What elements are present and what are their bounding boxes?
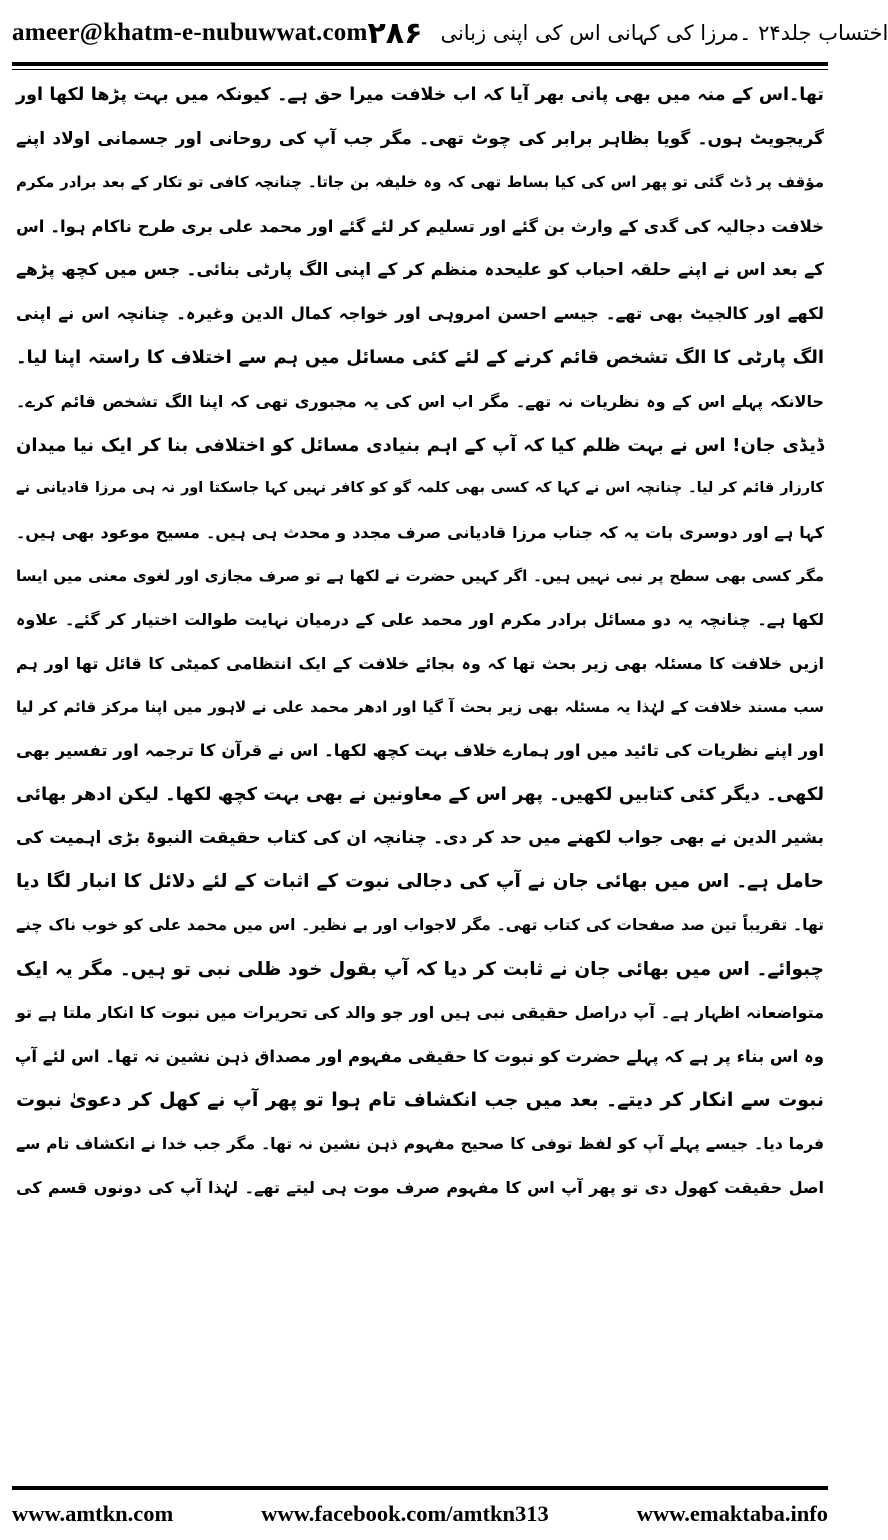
text-line: اصل حقیقت کھول دی تو پھر آپ اس کا مفہوم صرف موت ہی لیتے تھے۔ لہٰذا آپ کی دونوں قسم کی <box>16 1178 824 1198</box>
text-line: کارزار قائم کر لیا۔ چنانچہ اس نے کہا کہ کسی بھی کلمہ گو کو کافر نہیں کہا جاسکتا اور نہ ہی مرزا قادیانی نے <box>16 480 824 497</box>
text-line: کے بعد اس نے اپنے حلقہ احباب کو علیحدہ منظم کر کے اپنی الگ پارٹی بنائی۔ جس میں کچھ پڑھے <box>16 259 824 280</box>
text-line: چبوائے۔ اس میں بھائی جان نے ثابت کر دیا کہ آپ بقول خود ظلی نبی تو ہیں۔ مگر یہ ایک <box>16 958 824 980</box>
text-line: لکھے اور کالجیٹ بھی تھے۔ جیسے احسن امروہی اور خواجہ کمال الدین وغیرہ۔ چنانچہ اس نے اپنی <box>16 304 824 324</box>
text-line: مگر کسی بھی سطح پر نبی نہیں ہیں۔ اگر کہیں حضرت نے لکھا ہے تو صرف مجازی اور لغوی معنی میں ایسا <box>16 566 824 585</box>
footer-link-emaktaba[interactable]: www.emaktaba.info <box>636 1501 828 1526</box>
header-divider <box>12 62 828 66</box>
text-line: حالانکہ پہلے اس کے وہ نظریات نہ تھے۔ مگر اب اس کی یہ مجبوری تھی کہ اپنا الگ تشخص قائم کرے۔ <box>16 391 824 411</box>
text-line: تھا۔ تقریباً تین صد صفحات کی کتاب تھی۔ مگر لاجواب اور بے نظیر۔ اس میں محمد علی کو خوب ناک چنے <box>16 916 824 935</box>
text-line: اور اپنے نظریات کی تائید میں اور ہمارے خلاف بہت کچھ لکھا۔ اس نے قرآن کا ترجمہ اور تفسیر بھی <box>16 741 824 761</box>
text-line: خلافت دجالیہ کی گدی کے وارث بن گئے اور تسلیم کر لئے گئے اور محمد علی بری طرح ناکام ہوا۔ اس <box>16 217 824 237</box>
text-line: لکھی۔ دیگر کئی کتابیں لکھیں۔ پھر اس کے معاونین نے بھی بہت کچھ لکھا۔ لیکن ادھر بھائی <box>16 784 824 805</box>
text-line: ڈیڈی جان! اس نے بہت ظلم کیا کہ آپ کے اہم بنیادی مسائل کو اختلافی بنا کر ایک نیا میدان <box>16 434 824 456</box>
text-line: بشیر الدین نے بھی جواب لکھنے میں حد کر دی۔ چنانچہ ان کی کتاب حقیقت النبوۃ بڑی اہمیت کی <box>16 827 824 848</box>
text-line: وہ اس بناء پر ہے کہ پہلے حضرت کو نبوت کا حقیقی مفہوم اور مصداق ذہن نشین نہ تھا۔ اس لئے آپ <box>14 1047 824 1067</box>
running-title: اختساب جلد۲۴ ۔مرزا کی کہانی اس کی اپنی زبانی <box>440 21 888 45</box>
header-right-group <box>368 16 888 51</box>
text-line: مؤقف پر ڈٹ گئی تو پھر اس کی کیا بساط تھی کہ وہ خلیفہ بن جاتا۔ چنانچہ کافی تو تکار کے بعد برادر مکرم <box>16 173 824 192</box>
body-text <box>16 74 824 1474</box>
text-line: حامل ہے۔ اس میں بھائی جان نے آپ کی دجالی نبوت کے اثبات کے لئے دلائل کا انبار لگا دیا <box>16 871 824 893</box>
header-divider-thin <box>12 69 828 70</box>
text-line: لکھا ہے۔ چنانچہ یہ دو مسائل برادر مکرم اور محمد علی کے درمیان نہایت طوالت اختیار کر گئے۔ علاوہ <box>16 610 824 630</box>
text-line: نبوت سے انکار کر دیتے۔ بعد میں جب انکشاف تام ہوا تو پھر آپ نے کھل کر دعویٰ نبوت <box>16 1088 824 1111</box>
page-number: ۲۸۶ <box>367 15 423 51</box>
text-line: ازیں خلافت کا مسئلہ بھی زیر بحث تھا کہ وہ بجائے خلافت کے ایک انتظامی کمیٹی کا قائل تھا اور ہم <box>16 653 824 673</box>
text-line: متواضعانہ اظہار ہے۔ آپ دراصل حقیقی نبی ہیں اور جو والد کی تحریرات میں نبوت کا انکار ملتا ہے تو <box>16 1003 825 1023</box>
text-line: تھا۔اس کے منہ میں بھی پانی بھر آیا کہ اب خلافت میرا حق ہے۔ کیونکہ میں بہت پڑھا لکھا اور <box>16 85 824 105</box>
page-footer <box>12 1494 828 1534</box>
footer-link-facebook[interactable]: www.facebook.com/amtkn313 <box>261 1501 549 1526</box>
text-line: گریجویٹ ہوں۔ گویا بظاہر برابر کی چوٹ تھی۔ مگر جب آپ کی روحانی اور جسمانی اولاد اپنے <box>16 128 824 149</box>
footer-divider <box>12 1486 828 1490</box>
text-line: کہا ہے اور دوسری بات یہ کہ جناب مرزا قادیانی صرف مجدد و محدث ہی ہیں۔ مسیح موعود بھی ہیں۔ <box>16 522 824 542</box>
text-line: الگ پارٹی کا الگ تشخص قائم کرنے کے لئے کئی مسائل میں ہم سے اختلاف کا راستہ اپنا لیا۔ <box>16 347 824 369</box>
text-line: سب مسند خلافت کے لہٰذا یہ مسئلہ بھی زیر بحث آ گیا اور ادھر محمد علی نے لاہور میں اپنا مرکز قائم کر لیا <box>16 697 824 716</box>
footer-link-amtkn[interactable]: www.amtkn.com <box>12 1501 174 1526</box>
page-header <box>12 8 888 58</box>
text-line: فرما دیا۔ جیسے پہلے آپ کو لفظ توفی کا صحیح مفہوم ذہن نشین نہ تھا۔ مگر جب خدا نے انکشاف تام سے <box>16 1134 824 1153</box>
header-email: ameer@khatm-e-nubuwwat.com <box>12 19 368 46</box>
